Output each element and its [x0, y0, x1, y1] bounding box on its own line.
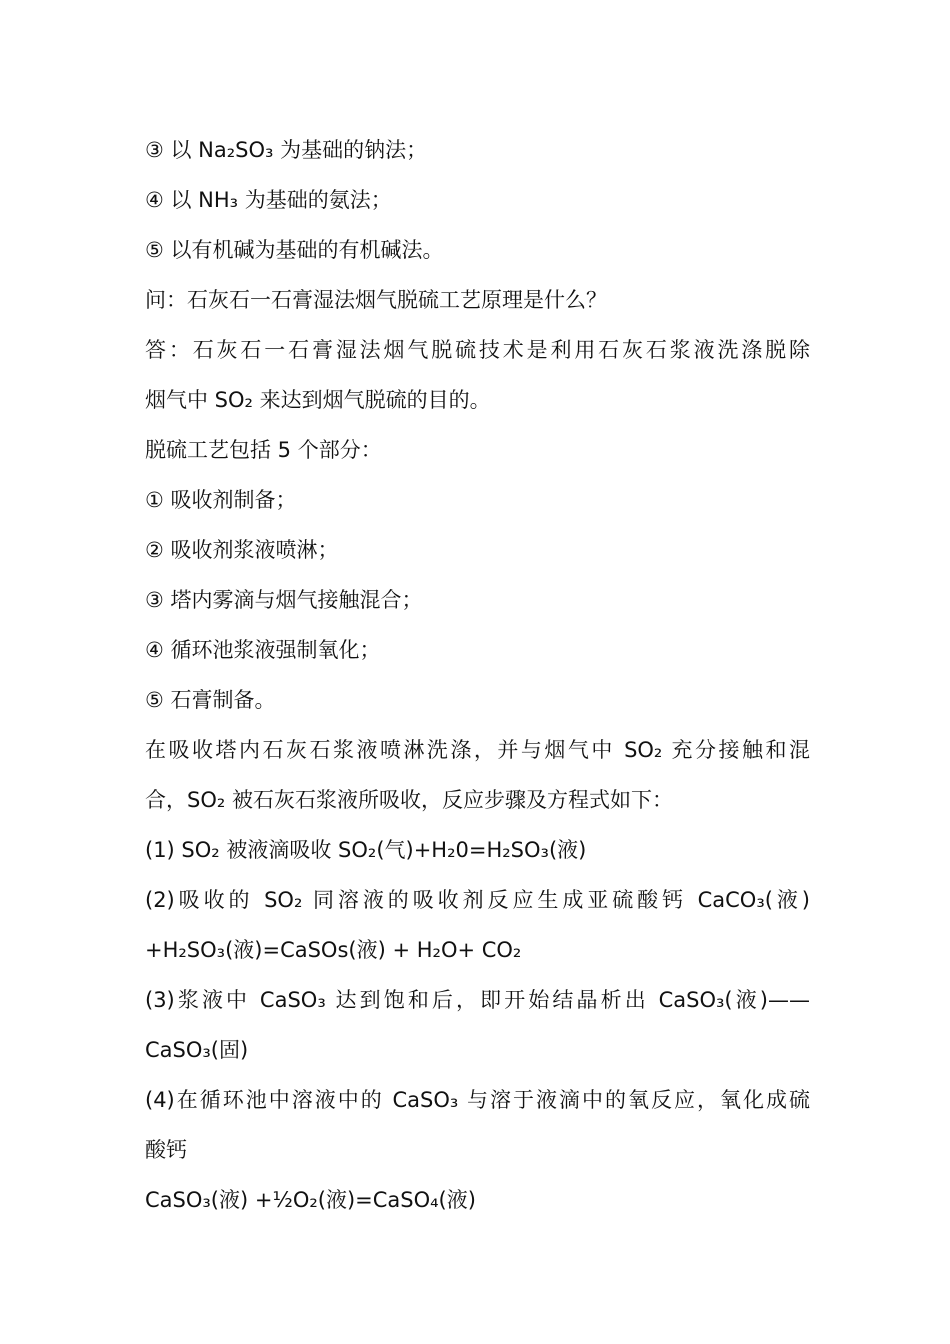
equation-line: (1) SO₂ 被液滴吸收 SO₂(气)+H₂0=H₂SO₃(液) [145, 838, 587, 862]
text-line: 脱硫工艺包括 5 个部分： [145, 438, 382, 462]
list-item: ⑤ 石膏制备。 [145, 688, 276, 712]
equation-line: CaSO₃(固) [145, 1038, 249, 1062]
equation-line: (2)吸收的 SO₂ 同溶液的吸收剂反应生成亚硫酸钙 CaCO₃(液) [145, 888, 810, 912]
list-item: ② 吸收剂浆液喷淋； [145, 538, 339, 562]
text-line: ③ 以 Na₂SO₃ 为基础的钠法； [145, 138, 428, 162]
text-line: 烟气中 SO₂ 来达到烟气脱硫的目的。 [145, 388, 491, 412]
equation-line: CaSO₃(液) +½O₂(液)=CaSO₄(液) [145, 1188, 476, 1212]
text-line: 在吸收塔内石灰石浆液喷淋洗涤，并与烟气中 SO₂ 充分接触和混 [145, 738, 810, 762]
list-item: ① 吸收剂制备； [145, 488, 297, 512]
question-line: 问：石灰石一石膏湿法烟气脱硫工艺原理是什么？ [145, 288, 607, 312]
text-line: ④ 以 NH₃ 为基础的氨法； [145, 188, 392, 212]
document-body [145, 125, 810, 1225]
list-item: ③ 塔内雾滴与烟气接触混合； [145, 588, 423, 612]
text-line: 酸钙 [145, 1138, 187, 1162]
answer-line: 答：石灰石一石膏湿法烟气脱硫技术是利用石灰石浆液洗涤脱除 [145, 338, 810, 362]
equation-line: (3)浆液中 CaSO₃ 达到饱和后，即开始结晶析出 CaSO₃(液)—— [145, 988, 810, 1012]
list-item: ④ 循环池浆液强制氧化； [145, 638, 381, 662]
text-line: 合，SO₂ 被石灰石浆液所吸收，反应步骤及方程式如下： [145, 788, 673, 812]
equation-line: +H₂SO₃(液)=CaSOs(液) + H₂O+ CO₂ [145, 938, 522, 962]
text-line: ⑤ 以有机碱为基础的有机碱法。 [145, 238, 444, 262]
equation-line: (4)在循环池中溶液中的 CaSO₃ 与溶于液滴中的氧反应，氧化成硫 [145, 1088, 810, 1112]
